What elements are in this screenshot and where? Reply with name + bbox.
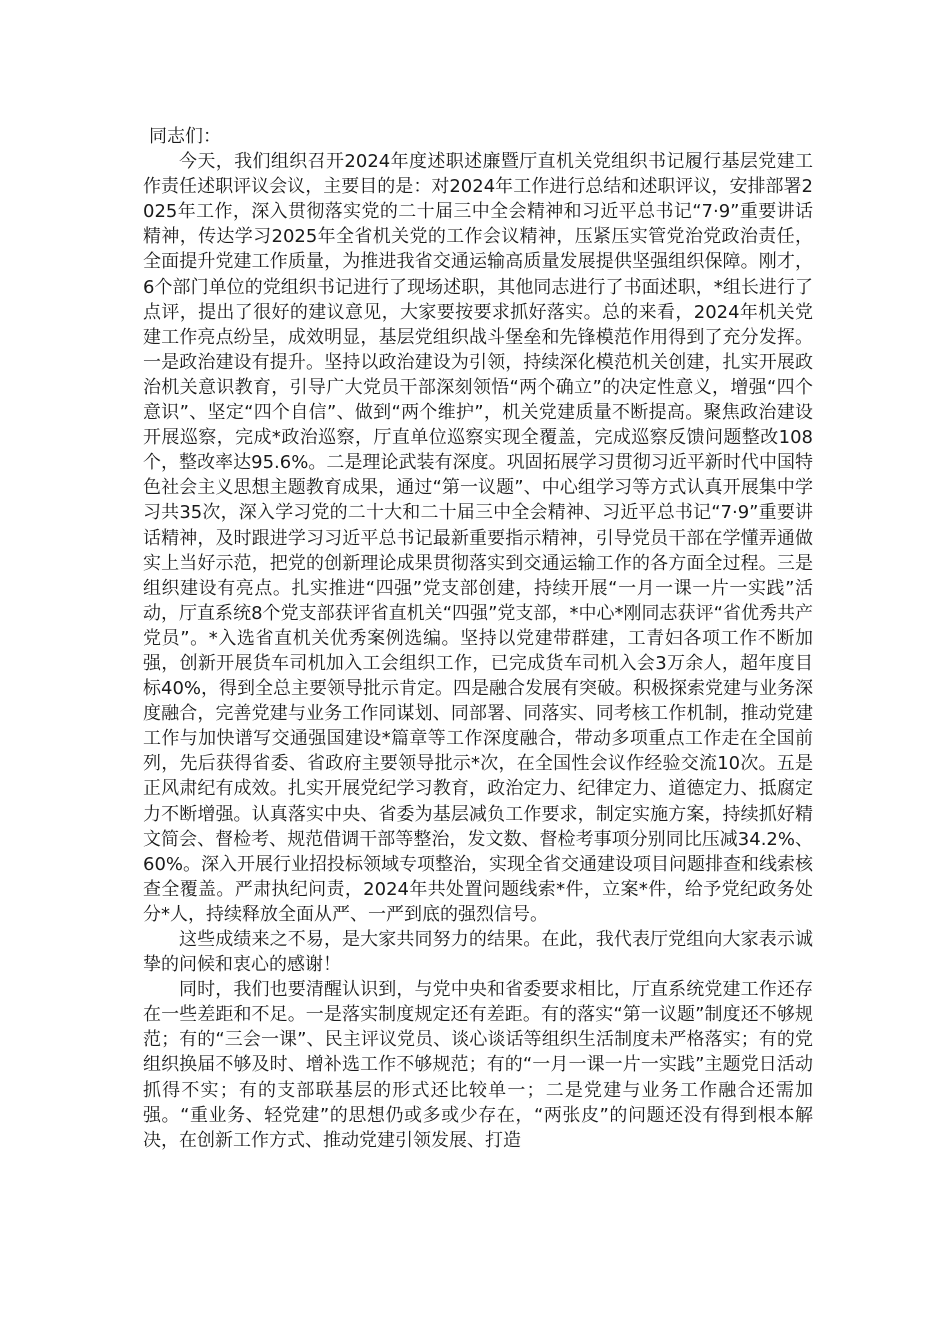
paragraph-achievements: 今天，我们组织召开2024年度述职述廉暨厅直机关党组织书记履行基层党建工作责任述职评议会议，主要目的是：对2024年工作进行总结和述职评议，安排部署2025年工作，深入贯彻落实党的二十届三中全会精神和习近平总书记“7·9”重要讲话精神，传达学习2025年全省机关党的工作会议精神，压紧压实管党治党政治责任，全面提升党建工作质量，为推进我省交通运输高质量发展提供坚强组织保障。刚才，6个部门单位的党组织书记进行了现场述职，其他同志进行了书面述职，*组长进行了点评，提出了很好的建议意见，大家要按要求抓好落实。总的来看，2024年机关党建工作亮点纷呈，成效明显，基层党组织战斗堡垒和先锋模范作用得到了充分发挥。一是政治建设有提升。坚持以政治建设为引领，持续深化模范机关创建，扎实开展政治机关意识教育，引导广大党员干部深刻领悟“两个确立”的决定性意义，增强“四个意识”、坚定“四个自信”、做到“两个维护”，机关党建质量不断提高。聚焦政治建设开展巡察，完成*政治巡察，厅直单位巡察实现全覆盖，完成巡察反馈问题整改108个，整改率达95.6%。二是理论武装有深度。巩固拓展学习贯彻习近平新时代中国特色社会主义思想主题教育成果，通过“第一议题”、中心组学习等方式认真开展集中学习共35次，深入学习党的二十大和二十届三中全会精神、习近平总书记“7·9”重要讲话精神，及时跟进学习习近平总书记最新重要指示精神，引导党员干部在学懂弄通做实上当好示范，把党的创新理论成果贯彻落实到交通运输工作的各方面全过程。三是组织建设有亮点。扎实推进“四强”党支部创建，持续开展“一月一课一片一实践”活动，厅直系统8个党支部获评省直机关“四强”党支部，*中心*刚同志获评“省优秀共产党员”。*入选省直机关优秀案例选编。坚持以党建带群建，工青妇各项工作不断加强，创新开展货车司机加入工会组织工作，已完成货车司机入会3万余人，超年度目标40%，得到全总主要领导批示肯定。四是融合发展有突破。积极探索党建与业务深度融合，完善党建与业务工作同谋划、同部署、同落实、同考核工作机制，推动党建工作与加快谱写交通强国建设*篇章等工作深度融合，带动多项重点工作走在全国前列，先后获得省委、省政府主要领导批示*次，在全国性会议作经验交流10次。五是正风肃纪有成效。扎实开展党纪学习教育，政治定力、纪律定力、道德定力、抵腐定力不断增强。认真落实中央、省委为基层减负工作要求，制定实施方案，持续抓好精文简会、督检考、规范借调干部等整治，发文数、督检考事项分别同比压减34.2%、60%。深入开展行业招投标领域专项整治，实现全省交通建设项目问题排查和线索核查全覆盖。严肃执纪问责，2024年共处置问题线索*件，立案*件，给予党纪政务处分*人，持续释放全面从严、一严到底的强烈信号。 [143,151,814,925]
paragraph-thanks: 这些成绩来之不易，是大家共同努力的结果。在此，我代表厅党组向大家表示诚挚的问候和衷心的感谢！ [143,929,813,976]
paragraph-shortcomings: 同时，我们也要清醒认识到，与党中央和省委要求相比，厅直系统党建工作还存在一些差距和不足。一是落实制度规定还有差距。有的落实“第一议题”制度还不够规范；有的“三会一课”、民主评议党员、谈心谈话等组织生活制度未严格落实；有的党组织换届不够及时、增补选工作不够规范；有的“一月一课一片一实践”主题党日活动抓得不实；有的支部联基层的形式还比较单一；二是党建与业务工作融合还需加强。“重业务、轻党建”的思想仍或多或少存在，“两张皮”的问题还没有得到根本解决，在创新工作方式、推动党建引领发展、打造 [143,979,813,1151]
salutation: 同志们： [149,126,221,147]
document-body [143,124,813,1153]
